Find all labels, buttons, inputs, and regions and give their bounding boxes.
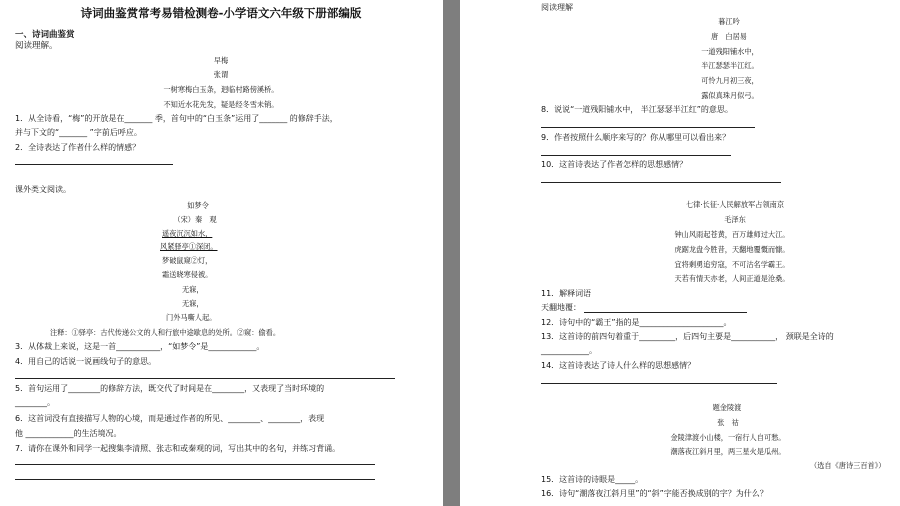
question-6-cont: 他 ____________的生活境况。 [15, 429, 122, 438]
poem-line: 虎踞龙盘今胜昔，天翻地覆慨而慷。 [674, 245, 790, 254]
answer-line[interactable] [541, 155, 731, 156]
poem-author: 张谓 [213, 70, 229, 79]
answer-line[interactable] [15, 479, 375, 480]
answer-line[interactable] [15, 464, 375, 465]
question-13: 13．这首诗的前四句着重于_________，后四句主要是___________， 颈联是全诗的 [541, 332, 834, 341]
question-3: 3．从体裁上来说，这是一首___________，“如梦令”是____________。 [15, 342, 265, 351]
section-heading: 一、诗词曲鉴赏 [15, 30, 75, 40]
extra-reading-intro: 课外类文阅读。 [15, 185, 71, 194]
question-6: 6．这首词没有直接描写人物的心境，而是通过作者的所见、________、________，表现 [15, 414, 325, 423]
question-4: 4．用自己的话说一说画线句子的意思。 [15, 357, 157, 366]
answer-line[interactable] [541, 182, 781, 183]
poem-line: 无寐， [182, 299, 204, 308]
question-11: 11．解释词语 [541, 289, 592, 298]
poem-line: 露似真珠月似弓。 [701, 91, 759, 100]
poem-author: 毛泽东 [724, 215, 746, 224]
poem-title: 早梅 [213, 56, 229, 65]
answer-line[interactable] [541, 383, 777, 384]
poem-line: 可怜九月初三夜， [701, 76, 759, 85]
poem-line: 钟山风雨起苍黄，百万雄师过大江。 [674, 230, 790, 239]
answer-line[interactable] [15, 164, 173, 165]
poem-line: 宜将剩勇追穷寇，不可沽名学霸王。 [674, 260, 790, 269]
poem-line: 天若有情天亦老，人间正道是沧桑。 [674, 274, 790, 283]
question-5: 5．首句运用了________的修辞方法，既交代了时间是在________，又表现了当时环境的 [15, 384, 325, 393]
answer-line[interactable] [584, 312, 747, 313]
poem-line: 金陵津渡小山楼，一宿行人自可愁。 [670, 433, 786, 442]
poem-source: （选自《唐诗三百首》） [810, 461, 886, 470]
reading-heading: 阅读理解 [541, 3, 573, 12]
poem-line: 潮落夜江斜月里，两三星火是瓜州。 [670, 447, 786, 456]
question-2: 2．全诗表达了作者什么样的情感？ [15, 143, 141, 152]
poem-author: 唐 白居易 [711, 32, 747, 41]
poem-title: 七律·长征·人民解放军占领南京 [685, 200, 785, 209]
question-16: 16．诗句“潮落夜江斜月里”的“斜”字能否换成别的字？为什么？ [541, 489, 768, 498]
poem-line: 霜送晓寒侵被。 [162, 270, 213, 279]
poem-line-underlined: 风紧驿亭①深闭。 [160, 242, 218, 251]
poem-title: 暮江吟 [718, 17, 740, 26]
answer-line[interactable] [15, 378, 395, 379]
question-5-cont: ________。 [15, 398, 55, 407]
poem-author: 张 祜 [717, 418, 739, 427]
document-page-left [0, 0, 443, 506]
poem-line-underlined: 遥夜沉沉如水， [162, 229, 213, 238]
poem-line: 梦破鼠窥②灯， [162, 256, 213, 265]
poem-line: 门外马嘶人起。 [166, 313, 217, 322]
question-9: 9．作者按照什么顺序来写的？你从哪里可以看出来？ [541, 133, 731, 142]
question-10: 10．这首诗表达了作者怎样的思想感情？ [541, 160, 688, 169]
poem-author: （宋）秦 观 [173, 215, 217, 224]
answer-line[interactable] [541, 127, 755, 128]
question-1: 1．从全诗看，“梅”的开放是在_______ 季，首句中的“白玉条”运用了_______ 的修辞手法， [15, 114, 338, 123]
question-8: 8．说说“一道残阳铺水中， 半江瑟瑟半江红”的意思。 [541, 105, 733, 114]
poem-line: 一道残阳铺水中， [701, 47, 759, 56]
poem-note: 注释：①驿亭：古代传递公文的人和行旅中途歇息的处所。②窥：偷看。 [50, 328, 281, 337]
poem-title: 题金陵渡 [712, 403, 742, 412]
question-7: 7．请你在课外和同学一起搜集李清照、张志和或秦观的词，写出其中的名句，并练习背诵。 [15, 444, 341, 453]
poem-line: 不知近水花先发，疑是经冬雪未销。 [163, 100, 279, 109]
question-13-cont: ____________。 [541, 346, 597, 355]
document-title: 诗词曲鉴赏常考易错检测卷-小学语文六年级下册部编版 [80, 6, 362, 20]
document-page-right [460, 0, 900, 506]
reading-intro: 阅读理解。 [15, 41, 58, 51]
poem-line: 无寐， [182, 285, 204, 294]
poem-title: 如梦令 [187, 201, 209, 210]
question-15: 15．这首诗的诗眼是_____。 [541, 475, 644, 484]
poem-line: 一树寒梅白玉条，迥临村路傍溪桥。 [163, 85, 279, 94]
question-14: 14．这首诗表达了诗人什么样的思想感情？ [541, 361, 696, 370]
question-12: 12．诗句中的“霸王”指的是_____________________。 [541, 318, 732, 327]
question-1-cont: 并与下文的“_______ ”字前后呼应。 [15, 128, 142, 137]
question-11-word: 天翻地覆： [541, 303, 581, 312]
poem-line: 半江瑟瑟半江红。 [701, 61, 759, 70]
